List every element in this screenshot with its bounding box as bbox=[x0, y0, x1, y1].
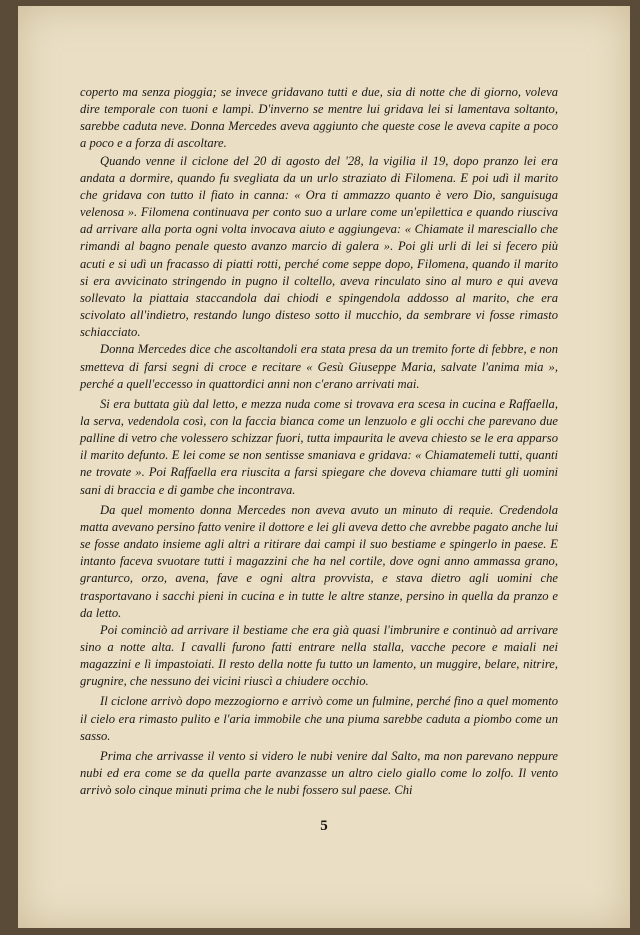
paragraph-3: Donna Mercedes dice che ascoltandoli era stata presa da un tremito forte di febbre, e non smetteva di farsi segni di croce e recitare « Gesù Giuseppe Maria, salvate l'anima mia », perché a quell'eccesso in quattordici anni non c'erano arrivati mai. bbox=[80, 342, 558, 391]
book-page bbox=[18, 6, 630, 928]
body-text bbox=[80, 84, 558, 799]
paragraph-8: Prima che arrivasse il vento si videro le nubi venire dal Salto, ma non parevano neppure nubi ed era come se da quella parte avanzasse un altro cielo giallo come lo zolfo. Il vento arrivò solo cinque minuti prima che le nubi fossero sul paese. Chi bbox=[80, 748, 558, 798]
paragraph-2: Quando venne il ciclone del 20 di agosto del '28, la vigilia il 19, dopo pranzo lei era andata a dormire, quando fu svegliata da un urlo straziato di Filomena. E poi udì il marito che gridava con tutto il fiato in canna: « Ora ti ammazzo quanto è vero Dio, sanguisuga velenosa ». Filomena continuava per conto suo a urlare come un'epilettica e quando riusciva ad arrivare alla porta ogni volta invocava aiuto e aggiungeva: « Chiamate il maresciallo che rimandi al bagno penale questo avanzo marcio di galera ». Poi gli urli di lei si fecero più acuti e si udì un fracasso di piatti rotti, perché come seppe dopo, Filomena, quando il marito si era avvicinato stringendo in pugno il coltello, aveva rinculato sino al muro e qui aveva sollevato la piattaia staccandola dai chiodi e spingendola addosso al marito, che era scivolato all'indietro, restando lungo disteso sotto il mucchio, da sembrare vi fosse rimasto schiacciato. bbox=[80, 153, 558, 340]
page-number: 5 bbox=[320, 818, 328, 834]
paragraph-7: Il ciclone arrivò dopo mezzogiorno e arrivò come un fulmine, perché fino a quel momento il cielo era rimasto pulito e l'aria immobile che una piuma sarebbe caduta a piombo come un sasso. bbox=[80, 694, 558, 743]
paragraph-6: Poi cominciò ad arrivare il bestiame che era già quasi l'imbrunire e continuò ad arrivare sino a notte alta. I cavalli furono fatti entrare nella stalla, vacche pecore e maiali nei magazzini e lì impastoiati. Il resto della notte fu tutto un lamento, un muggire, belare, nitrire, grugnire, che nessuno dei vicini riuscì a chiudere occhio. bbox=[80, 622, 558, 689]
paragraph-1: coperto ma senza pioggia; se invece gridavano tutti e due, sia di notte che di giorno, voleva dire temporale con tuoni e lampi. D'inverno se mentre lui gridava lei si lamentava soltanto, sarebbe caduta neve. Donna Mercedes aveva aggiunto che queste cose le aveva capite a poco a poco e a forza di ascoltare. bbox=[80, 85, 558, 151]
paragraph-5: Da quel momento donna Mercedes non aveva avuto un minuto di requie. Credendola matta avevano persino fatto venire il dottore e lei gli aveva detto che avrebbe pagato anche lui se fosse andato insieme agli altri a ritirare dai campi il suo bestiame e spingerlo in paese. E intanto faceva svuotare tutti i magazzini che ha nel cortile, dove ogni anno ammassa grano, granturco, orzo, avena, fave e ogni altra provvista, e stava dietro agli uomini che trasportavano i sacchi pieni in cucina e in tutte le altre stanze, persino in quella da pranzo e da letto. bbox=[80, 502, 558, 620]
paragraph-4: Si era buttata giù dal letto, e mezza nuda come si trovava era scesa in cucina e Raffaella, la serva, vedendola così, con la faccia bianca come un lenzuolo e gli occhi che parevano due palline di vetro che volessero schizzar fuori, tutta impaurita le aveva chiesto se le era apparso il marito defunto. E lei come se non sentisse smaniava e gridava: « Chiamatemeli tutti, quanti ne trovate ». Poi Raffaella era riuscita a farsi spiegare che doveva chiamare tutti gli uomini sani di braccia e di gambe che incontrava. bbox=[80, 396, 558, 497]
